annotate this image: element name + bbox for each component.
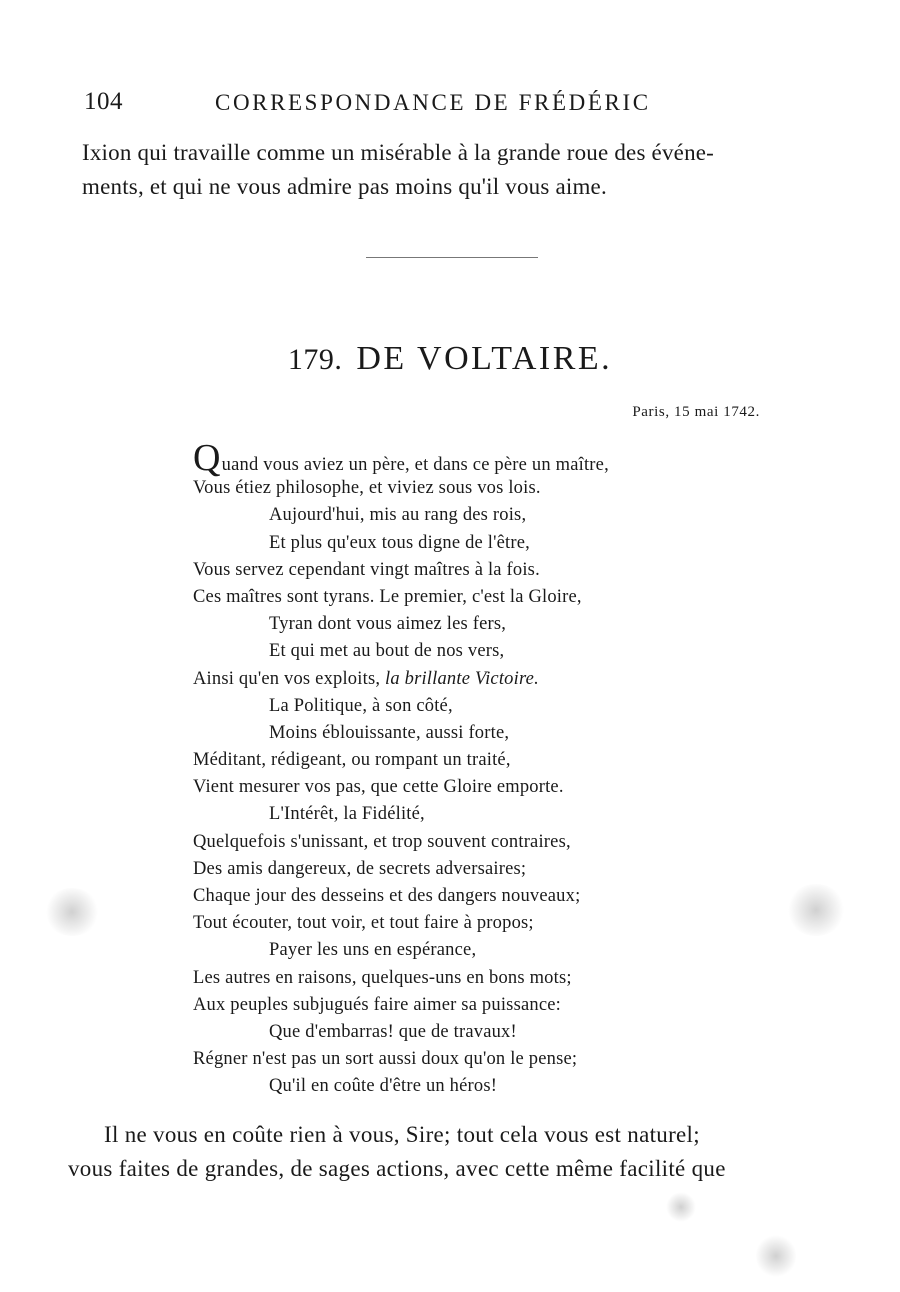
- verse-line: Ces maîtres sont tyrans. Le premier, c'est la Gloire,: [193, 586, 582, 607]
- paper-blemish: [786, 884, 846, 936]
- section-separator: [366, 257, 538, 258]
- verse-line: Quelquefois s'unissant, et trop souvent contraires,: [193, 831, 571, 852]
- verse-line: Quand vous aviez un père, et dans ce père un maître,: [193, 437, 609, 479]
- verse-line: Chaque jour des desseins et des dangers nouveaux;: [193, 886, 581, 906]
- verse-line: Aux peuples subjugués faire aimer sa puissance:: [193, 994, 561, 1015]
- verse-line: Tyran dont vous aimez les fers,: [269, 614, 507, 635]
- poem: [193, 437, 753, 1101]
- letter-number: 179.: [287, 343, 343, 376]
- verse-line: La Politique, à son côté,: [269, 695, 453, 716]
- prose-line: Ixion qui travaille comme un misérable à la grande roue des événe-: [82, 140, 715, 165]
- verse-line: Moins éblouissante, aussi forte,: [269, 722, 510, 743]
- running-title: CORRESPONDANCE DE FRÉDÉRIC: [215, 90, 651, 115]
- previous-letter-ending: [82, 136, 842, 204]
- paper-blemish: [756, 1234, 796, 1278]
- verse-line: Tout écouter, tout voir, et tout faire à propos;: [193, 913, 534, 934]
- verse-line: Les autres en raisons, quelques-uns en bons mots;: [193, 967, 572, 988]
- verse-line: L'Intérêt, la Fidélité,: [269, 804, 425, 825]
- verse-line: Des amis dangereux, de secrets adversaires;: [193, 858, 527, 879]
- prose-line: Il ne vous en coûte rien à vous, Sire; tout cela vous est naturel;: [104, 1122, 700, 1147]
- verse-line: Qu'il en coûte d'être un héros!: [269, 1076, 498, 1097]
- dateline: Paris, 15 mai 1742.: [632, 404, 760, 420]
- verse-line: Aujourd'hui, mis au rang des rois,: [269, 505, 527, 526]
- verse-line: Vous servez cependant vingt maîtres à la fois.: [193, 559, 540, 580]
- prose-line: ments, et qui ne vous admire pas moins qu'il vous aime.: [82, 174, 607, 199]
- verse-line: Vous étiez philosophe, et viviez sous vos lois.: [193, 478, 541, 499]
- verse-line: Et qui met au bout de nos vers,: [269, 641, 505, 662]
- verse-line: Ainsi qu'en vos exploits, la brillante Victoire.: [193, 668, 539, 689]
- prose-line: vous faites de grandes, de sages actions, avec cette même facilité que: [68, 1156, 726, 1181]
- running-header: [84, 88, 704, 120]
- verse-line: Régner n'est pas un sort aussi doux qu'on le pense;: [193, 1049, 578, 1070]
- italic-phrase: la brillante Victoire.: [385, 668, 539, 689]
- drop-cap: Q: [193, 437, 221, 479]
- letter-title: DE VOLTAIRE.: [356, 340, 613, 377]
- paper-blemish: [44, 888, 100, 936]
- verse-line: Méditant, rédigeant, ou rompant un traité,: [193, 750, 511, 771]
- verse-line: Vient mesurer vos pas, que cette Gloire emporte.: [193, 777, 564, 798]
- verse-line: Que d'embarras! que de travaux!: [269, 1021, 517, 1042]
- verse-line: Et plus qu'eux tous digne de l'être,: [269, 532, 530, 553]
- letter-heading: [0, 340, 900, 378]
- paper-blemish: [666, 1192, 696, 1222]
- letter-prose: [68, 1118, 848, 1186]
- verse-line: Payer les uns en espérance,: [269, 940, 477, 961]
- page-number: 104: [84, 88, 123, 115]
